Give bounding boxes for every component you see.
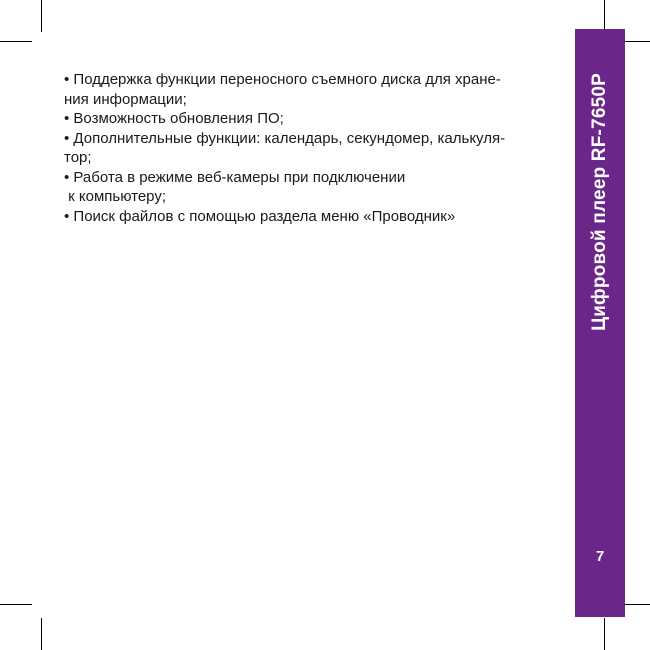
crop-mark-bottom-right-vertical: [604, 618, 605, 650]
feature-line: • Дополнительные функции: календарь, секундомер, калькуля-: [64, 129, 506, 147]
feature-line: • Возможность обновления ПО;: [64, 110, 284, 127]
feature-line: ния информации;: [64, 90, 187, 108]
crop-mark-top-left-vertical: [41, 0, 42, 32]
sidebar-title: Цифровой плеер RF-7650P: [589, 73, 610, 331]
feature-line: • Работа в режиме веб-камеры при подключении: [64, 168, 406, 186]
crop-mark-top-right-vertical: [604, 0, 605, 32]
feature-list: [64, 70, 554, 226]
sidebar: [575, 29, 625, 617]
feature-line: • Поддержка функции переносного съемного диска для хране-: [64, 71, 501, 88]
crop-mark-top-left-horizontal: [0, 41, 32, 42]
feature-line: к компьютеру;: [64, 188, 167, 205]
feature-line: • Поиск файлов с помощью раздела меню «Проводник»: [64, 207, 456, 225]
crop-mark-bottom-left-horizontal: [0, 604, 32, 605]
page-number: 7: [595, 548, 605, 565]
crop-mark-bottom-left-vertical: [41, 618, 42, 650]
feature-line: тор;: [64, 149, 92, 166]
